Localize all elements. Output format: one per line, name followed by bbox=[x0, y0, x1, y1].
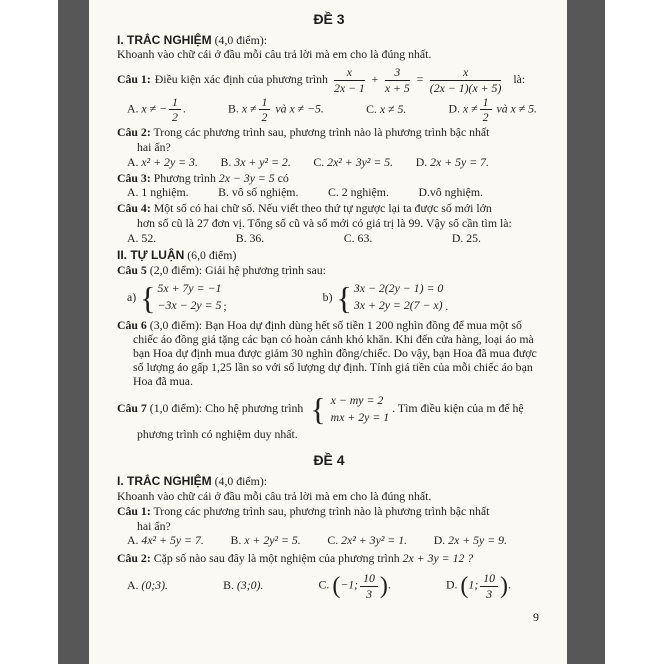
system-a bbox=[127, 279, 227, 316]
fraction-denominator: 3 bbox=[486, 586, 493, 601]
equation: 5x + 7y = −1 bbox=[157, 281, 222, 296]
question-math: 2x − 3y = 5 bbox=[218, 170, 275, 185]
fraction-denominator: (2x − 1)(x + 5) bbox=[429, 80, 502, 95]
option-math: x² + 2y = 3. bbox=[141, 154, 198, 169]
question-label: Câu 4: bbox=[117, 201, 151, 216]
option-a bbox=[127, 186, 189, 200]
system-b bbox=[322, 279, 449, 316]
question-text: có bbox=[277, 170, 289, 185]
de4-q2-options bbox=[117, 572, 541, 600]
option-b bbox=[223, 579, 263, 593]
option-d bbox=[446, 572, 511, 600]
question-math: 2x + 3y = 12 ? bbox=[402, 551, 474, 566]
option-d bbox=[434, 534, 507, 548]
brace-glyph: { bbox=[336, 279, 352, 316]
de3-q1 bbox=[117, 66, 541, 94]
close-paren-glyph: ) bbox=[379, 573, 388, 600]
option-text: 1 nghiệm. bbox=[141, 185, 189, 200]
document-page bbox=[89, 0, 567, 664]
section2-heading-text: II. TỰ LUẬN bbox=[117, 248, 185, 263]
equation: x − my = 2 bbox=[330, 393, 384, 408]
option-letter: C. bbox=[313, 154, 325, 169]
option-math: và x ≠ 5. bbox=[496, 101, 537, 116]
question-text: Giải hệ phương trình sau: bbox=[205, 262, 326, 277]
option-math: −1; bbox=[340, 577, 359, 592]
option-a bbox=[127, 579, 168, 593]
question-label: Câu 2: bbox=[117, 124, 151, 139]
option-letter: D. bbox=[451, 231, 464, 246]
option-letter: D. bbox=[415, 154, 428, 169]
option-c bbox=[313, 156, 393, 170]
section1-heading-text: I. TRẮC NGHIỆM bbox=[117, 32, 212, 47]
option-letter: B. bbox=[235, 231, 247, 246]
left-page-edge-bar bbox=[58, 0, 89, 664]
option-letter: B. bbox=[218, 185, 229, 200]
fraction-numerator: 1 bbox=[480, 96, 492, 110]
option-math: 2x + 5y = 9. bbox=[448, 533, 507, 548]
option-letter: C. bbox=[327, 185, 339, 200]
option-letter: C. bbox=[327, 533, 339, 548]
de4-q1-options bbox=[117, 534, 541, 548]
section1-heading-points: (4,0 điểm): bbox=[211, 473, 268, 488]
option-letter: C. bbox=[318, 577, 330, 592]
option-letter: D. bbox=[446, 577, 458, 592]
brace-glyph: { bbox=[310, 391, 326, 428]
option-letter: A. bbox=[127, 231, 139, 246]
equation: 3x + 2y = 2(7 − x) bbox=[353, 298, 443, 313]
option-letter: C. bbox=[343, 231, 355, 246]
option-b bbox=[218, 186, 298, 200]
fraction-denominator: 2 bbox=[482, 110, 489, 125]
de3-q4-options bbox=[117, 232, 541, 246]
question-points: (3,0 điểm): bbox=[146, 317, 203, 332]
question-text: Cặp số nào sau đây là một nghiệm của phương trình bbox=[153, 551, 400, 566]
option-c bbox=[366, 103, 406, 117]
question-label: Câu 1: bbox=[117, 503, 151, 518]
system-equations bbox=[331, 394, 390, 425]
option-math: . bbox=[387, 577, 391, 592]
option-c bbox=[319, 572, 391, 600]
option-a bbox=[127, 96, 186, 124]
option-math: 2x² + 3y² = 5. bbox=[327, 154, 394, 169]
fraction-denominator: 2 bbox=[261, 110, 268, 125]
option-a bbox=[127, 232, 156, 246]
fraction-numerator: 3 bbox=[385, 66, 410, 80]
option-math: và x ≠ −5. bbox=[275, 101, 324, 116]
question-tail: . Tìm điều kiện của m để hệ bbox=[392, 401, 524, 416]
system-label: a) bbox=[127, 289, 137, 304]
option-math: 1; bbox=[468, 577, 479, 592]
question-intro bbox=[117, 402, 303, 416]
question-label: Câu 3: bbox=[117, 170, 151, 185]
question-text: Điều kiện xác định của phương trình bbox=[154, 72, 328, 87]
fraction bbox=[334, 66, 365, 94]
option-text: vô nghiệm. bbox=[429, 185, 483, 200]
question-label: Câu 2: bbox=[117, 551, 151, 566]
section1-heading-text: I. TRẮC NGHIỆM bbox=[117, 473, 212, 488]
option-c bbox=[344, 232, 373, 246]
fraction-denominator: 3 bbox=[366, 586, 372, 601]
system-separator: . bbox=[445, 298, 449, 313]
question-text: Bạn Hoa dự định dùng hết số tiền 1 200 nghìn đồng để mua một số chiếc áo đồng giá tặng các bạn có hoàn cảnh khó khăn. Khi đến cửa hàng, loại áo mà bạn Hoa dự định mua được giảm 30 nghìn đồng/chiếc. Do vậy, bạn Hoa đã mua được số lượng áo gấp 1,25 lần so với số lượng dự định. Tính giá tiền của mỗi chiếc áo bạn Hoa đã mua. bbox=[133, 317, 537, 388]
question-text: Trong các phương trình sau, phương trình nào là phương trình bậc nhất bbox=[153, 503, 490, 518]
section1-heading-points: (4,0 điểm): bbox=[211, 32, 268, 47]
question-text: Trong các phương trình sau, phương trình nào là phương trình bậc nhất bbox=[153, 124, 490, 139]
option-c bbox=[328, 186, 389, 200]
section2-heading-points: (6,0 điểm) bbox=[184, 248, 237, 263]
de3-q2 bbox=[117, 126, 541, 140]
system-equations bbox=[354, 282, 443, 313]
de3-section2-heading bbox=[117, 248, 541, 263]
option-a bbox=[127, 156, 198, 170]
fraction bbox=[259, 96, 271, 124]
fraction bbox=[480, 572, 498, 600]
question-tail: là: bbox=[513, 72, 526, 87]
question-label: Câu 5 bbox=[117, 262, 147, 277]
option-c bbox=[327, 534, 407, 548]
de3-instruction: Khoanh vào chữ cái ở đầu mỗi câu trả lời mà em cho là đúng nhất. bbox=[117, 47, 432, 62]
option-b bbox=[221, 156, 291, 170]
operator: = bbox=[415, 72, 424, 87]
de3-q3 bbox=[117, 172, 541, 186]
fraction bbox=[169, 96, 181, 124]
fraction-numerator: 10 bbox=[480, 572, 498, 586]
fraction bbox=[430, 66, 502, 94]
option-b bbox=[236, 232, 265, 246]
open-paren-glyph: ( bbox=[332, 573, 341, 600]
option-math: 2x² + 3y² = 1. bbox=[341, 533, 408, 548]
question-points: (2,0 điểm): bbox=[146, 262, 203, 277]
question-label: Câu 7 bbox=[117, 401, 147, 416]
option-b bbox=[230, 534, 300, 548]
fraction bbox=[360, 572, 378, 600]
option-math: 3x + y² = 2. bbox=[234, 154, 291, 169]
option-d bbox=[418, 186, 483, 200]
option-letter: A. bbox=[127, 154, 139, 169]
system-equations bbox=[158, 282, 222, 313]
brace-glyph: { bbox=[140, 279, 156, 316]
equation: 3x − 2(2y − 1) = 0 bbox=[353, 281, 444, 296]
option-letter: D. bbox=[433, 533, 446, 548]
de3-section1-heading bbox=[117, 33, 541, 48]
fraction-numerator: x bbox=[430, 66, 502, 80]
option-text: vô số nghiệm. bbox=[231, 185, 299, 200]
open-paren-glyph: ( bbox=[460, 573, 469, 600]
de3-q7-continuation: phương trình có nghiệm duy nhất. bbox=[137, 427, 298, 442]
option-math: x ≠ bbox=[241, 101, 257, 116]
equation: mx + 2y = 1 bbox=[330, 409, 390, 424]
question-label: Câu 6 bbox=[117, 317, 147, 332]
option-letter: B. bbox=[223, 578, 234, 593]
option-letter: B. bbox=[220, 154, 232, 169]
option-math: 2x + 5y = 7. bbox=[430, 154, 489, 169]
option-d bbox=[452, 232, 481, 246]
option-letter: A. bbox=[127, 533, 139, 548]
fraction-numerator: x bbox=[334, 66, 365, 80]
de4-section1-heading bbox=[117, 474, 541, 489]
de3-q4-line2: hơn số cũ là 27 đơn vị. Tổng số cũ và số mới có giá trị là 99. Vậy số cần tìm là: bbox=[137, 216, 512, 231]
question-text: Phương trình bbox=[153, 170, 216, 185]
fraction-numerator: 1 bbox=[259, 96, 271, 110]
option-letter: D. bbox=[418, 185, 430, 200]
de4-q1-line2: hai ẩn? bbox=[137, 518, 171, 533]
question-label: Câu 1: bbox=[117, 72, 151, 87]
de3-q5-intro bbox=[117, 264, 541, 278]
de3-q1-options bbox=[117, 96, 541, 124]
option-letter: D. bbox=[448, 101, 460, 116]
de4-q1 bbox=[117, 505, 541, 519]
option-math: x + 2y² = 5. bbox=[244, 533, 301, 548]
question-points: (1,0 điểm): bbox=[146, 401, 203, 416]
option-letter: B. bbox=[228, 101, 239, 116]
option-text: 25. bbox=[466, 231, 481, 246]
page-number: 9 bbox=[533, 610, 539, 625]
fraction-denominator: x + 5 bbox=[384, 80, 410, 95]
option-math: x ≠ 5. bbox=[379, 102, 407, 116]
option-letter: A. bbox=[127, 101, 139, 116]
de3-q2-line2: hai ẩn? bbox=[137, 139, 171, 154]
de3-q6 bbox=[117, 319, 541, 389]
option-math: (3;0). bbox=[236, 578, 264, 593]
de3-q7 bbox=[117, 391, 541, 428]
fraction-numerator: 1 bbox=[169, 96, 181, 110]
option-letter: C. bbox=[366, 102, 377, 116]
question-text: Một số có hai chữ số. Nếu viết theo thứ tự ngược lại ta được số mới lớn bbox=[153, 201, 492, 216]
option-text: 2 nghiệm. bbox=[341, 185, 389, 200]
fraction bbox=[480, 96, 492, 124]
option-text: 36. bbox=[249, 231, 265, 246]
option-letter: A. bbox=[127, 185, 139, 200]
de3-q2-options bbox=[117, 156, 541, 170]
de4-q2 bbox=[117, 552, 541, 566]
right-page-edge-bar bbox=[567, 0, 605, 664]
option-text: 52. bbox=[141, 231, 157, 246]
de3-q5-systems bbox=[117, 279, 541, 316]
question-text: Cho hệ phương trình bbox=[205, 401, 304, 416]
option-a bbox=[127, 534, 204, 548]
close-paren-glyph: ) bbox=[500, 573, 509, 600]
option-d bbox=[416, 156, 489, 170]
option-letter: A. bbox=[127, 578, 139, 593]
fraction-numerator: 10 bbox=[360, 572, 378, 586]
system-label: b) bbox=[322, 289, 333, 304]
option-math: . bbox=[508, 577, 511, 592]
de3-title: ĐỀ 3 bbox=[313, 11, 345, 27]
option-b bbox=[228, 96, 324, 124]
operator: + bbox=[370, 72, 379, 87]
de4-title: ĐỀ 4 bbox=[313, 452, 345, 469]
fraction-denominator: 2x − 1 bbox=[333, 80, 365, 95]
fraction bbox=[385, 66, 410, 94]
fraction-denominator: 2 bbox=[172, 110, 178, 125]
option-letter: B. bbox=[230, 533, 242, 548]
equation: −3x − 2y = 5 bbox=[157, 298, 222, 313]
option-text: 63. bbox=[357, 231, 373, 246]
system-separator: ; bbox=[223, 298, 227, 313]
de3-q4 bbox=[117, 202, 541, 216]
option-math: 4x² + 5y = 7. bbox=[141, 533, 204, 548]
option-math: . bbox=[182, 101, 186, 116]
de3-q3-options bbox=[117, 186, 541, 200]
option-math: (0;3). bbox=[141, 578, 168, 593]
option-math: x ≠ bbox=[462, 101, 478, 116]
de4-instruction: Khoanh vào chữ cái ở đầu mỗi câu trả lời mà em cho là đúng nhất. bbox=[117, 488, 432, 503]
option-math: x ≠ − bbox=[141, 101, 167, 116]
option-d bbox=[449, 96, 538, 124]
